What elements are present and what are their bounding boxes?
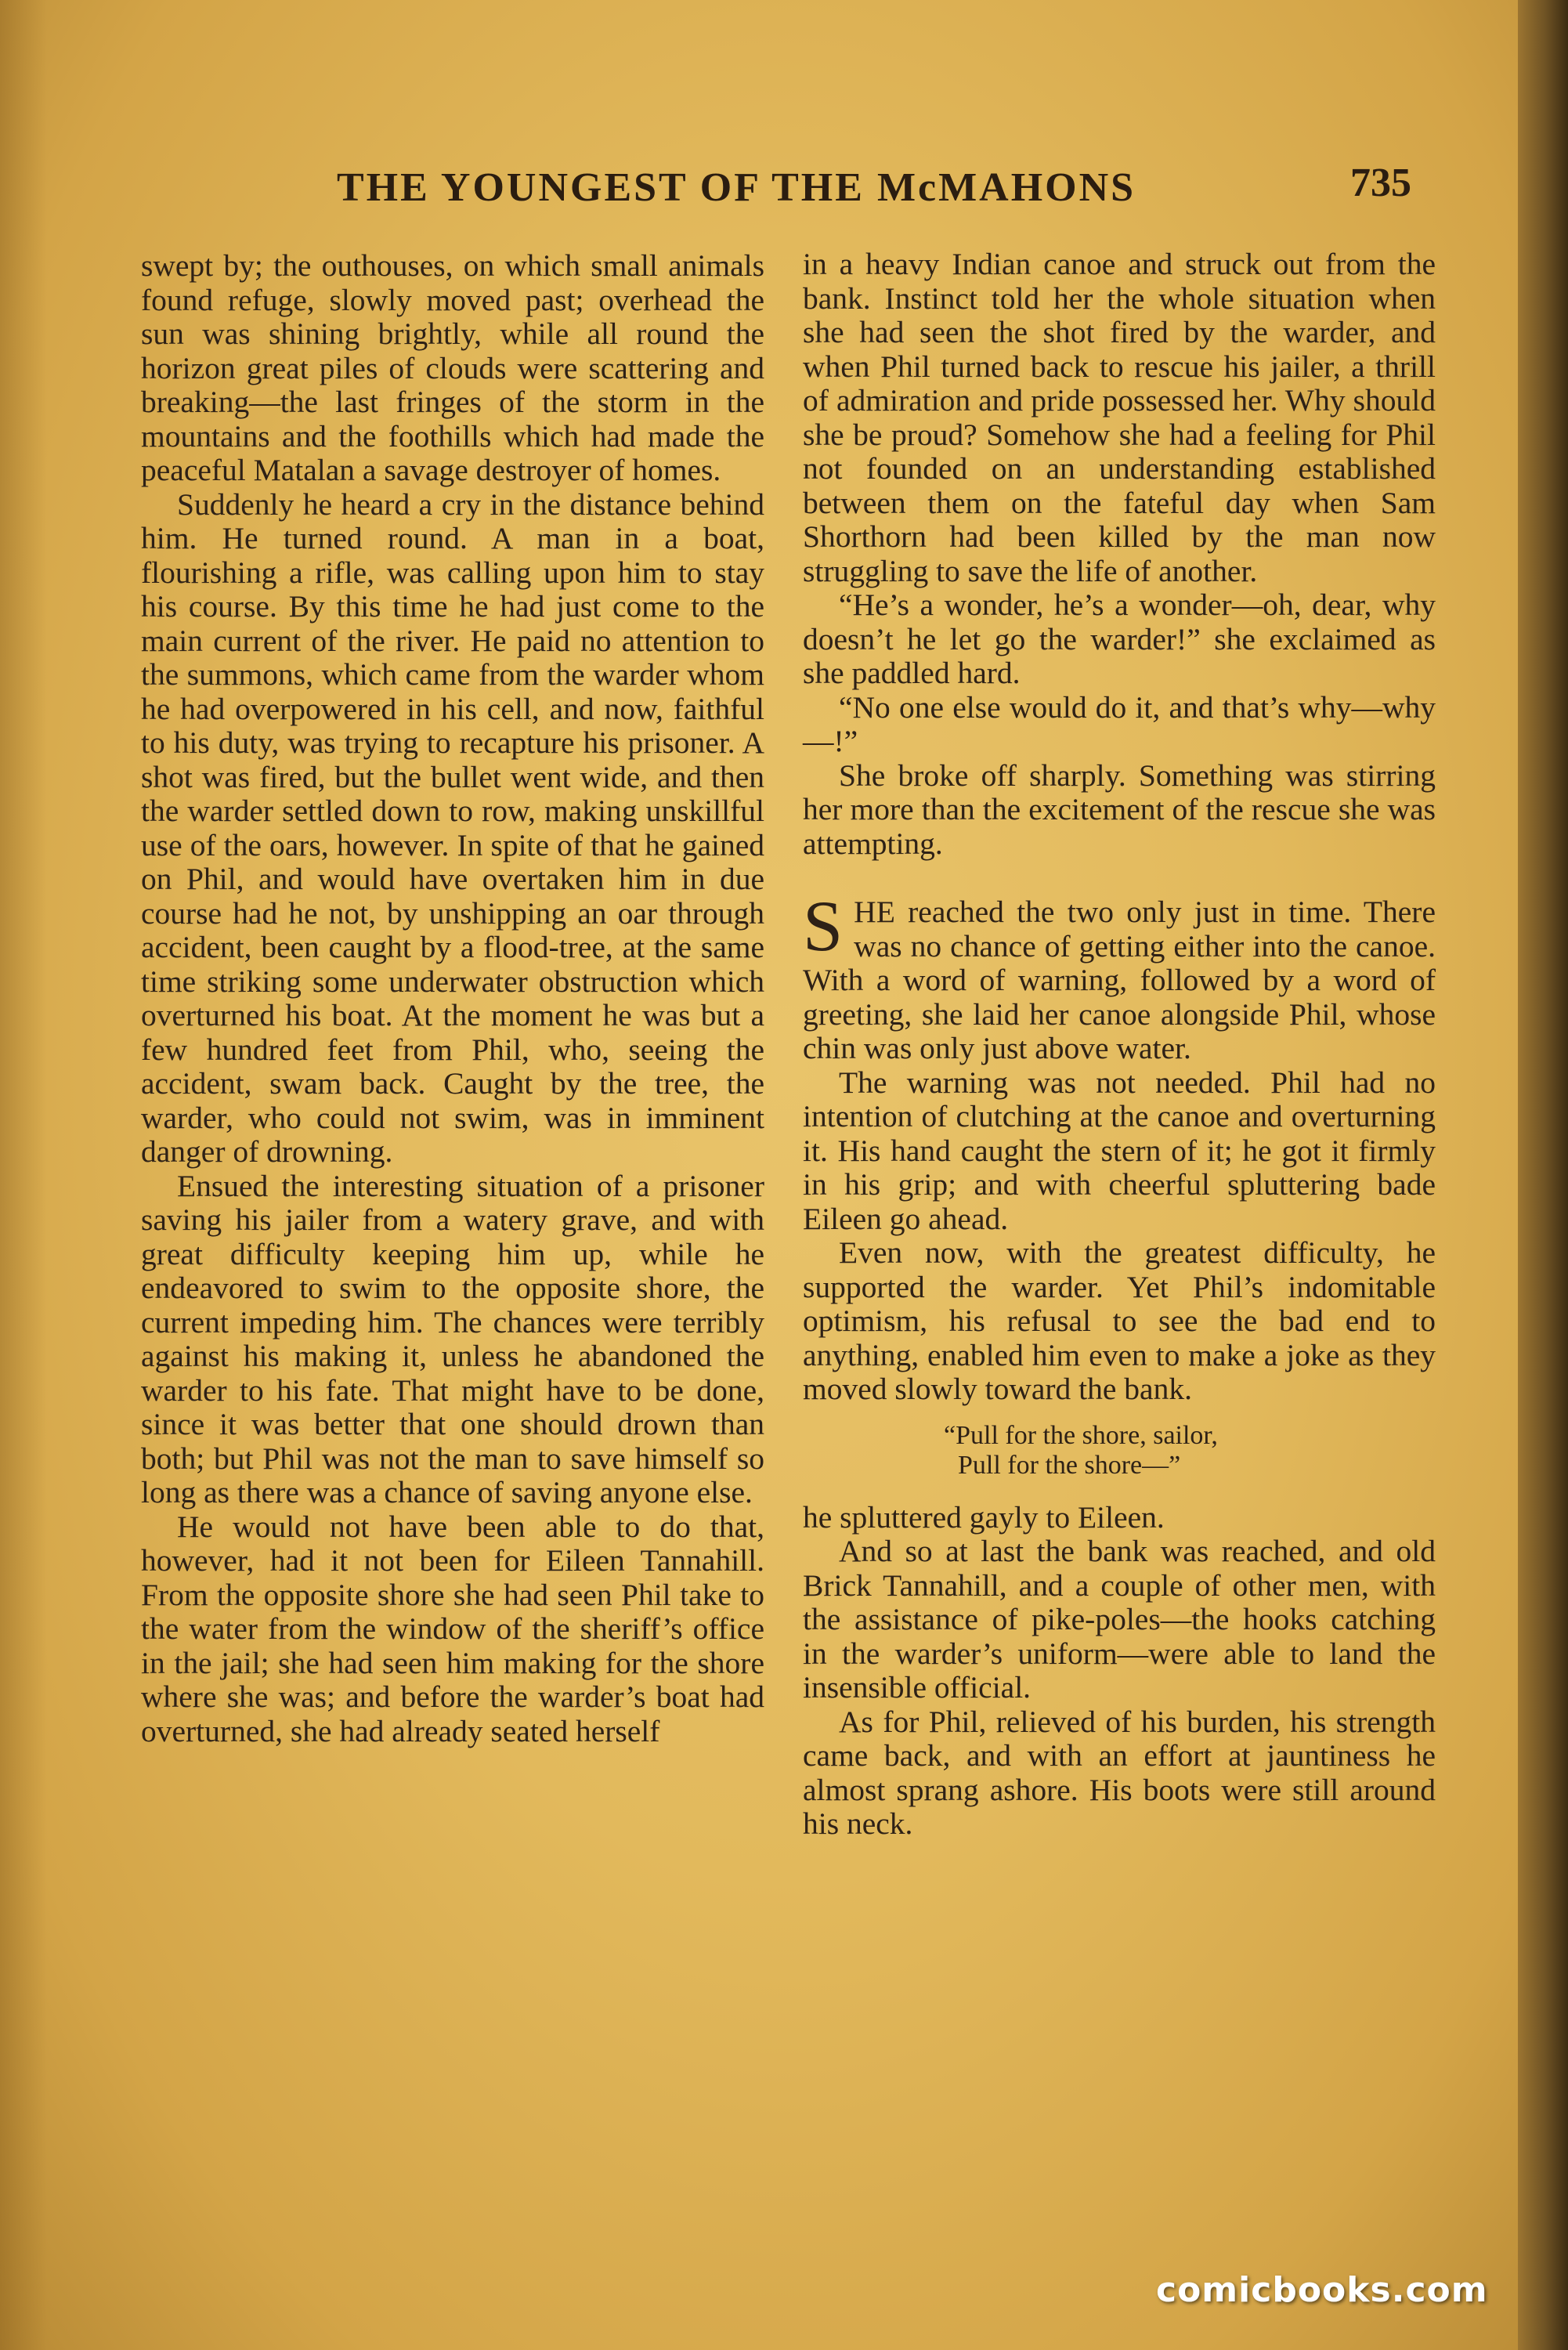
paragraph-text: reached the two only just in time. There was no chance of getting either into the canoe. With a word of warning, followed by a word of greeting, she laid her canoe alongside Phil, whose chin was only just above water. (803, 895, 1436, 1065)
paragraph: he spluttered gayly to Eileen. (803, 1499, 1165, 1535)
paragraph: Even now, with the greatest difficulty, he supported the warder. Yet Phil’s indomitable optimism, his refusal to see the bad end to anything, enabled him even to make a joke as they moved slowly toward the bank. (803, 1235, 1436, 1406)
running-title: THE YOUNGEST OF THE McMAHONS (337, 165, 1136, 210)
spine-shadow (0, 0, 47, 2350)
paragraph: And so at last the bank was reached, and old Brick Tannahill, and a couple of other men, with the assistance of pike-poles—the hooks catching in the warder’s uniform—were able to land the insensible official. (803, 1534, 1436, 1705)
paragraph: He would not have been able to do that, however, had it not been for Eileen Tannahill. From the opposite shore she had seen Phil take to the water from the window of the sheriff’s office in the jail; she had seen him making for the shore where she was; and before the warder’s boat had overturned, she had already seated herself (141, 1509, 764, 1748)
paragraph: in a heavy Indian canoe and struck out from the bank. Instinct told her the whole situation when she had seen the shot fired by the warder, and when Phil turned back to rescue his jailer, a thrill of admiration and pride possessed her. Why should she be proud? Somehow she had a feeling for Phil not founded on an understanding established between them on the fateful day when Sam Shorthorn had been killed by the man now struggling to save the life of another. (803, 247, 1436, 588)
paragraph: Suddenly he heard a cry in the distance behind him. He turned round. A man in a boat, flourishing a rifle, was calling upon him to stay his course. By this time he had just come to the main current of the river. He paid no attention to the summons, which came from the warder whom he had overpowered in his cell, and now, faithful to his duty, was trying to recapture his prisoner. A shot was fired, but the bullet went wide, and then the warder settled down to row, making unskillful use of the oars, however. In spite of that he gained on Phil, and would have overtaken him in due course had he not, by unshipping an oar through accident, been caught by a flood-tree, at the same time striking some underwater obstruction which overturned his boat. At the moment he was but a few hundred feet from Phil, who, seeing the accident, swam back. Caught by the tree, the warder, who could not swim, was in imminent danger of drowning. (141, 486, 764, 1169)
watermark: comicbooks.com (1156, 2270, 1488, 2310)
song-line: “Pull for the shore, sailor, (944, 1420, 1218, 1450)
page-edge (1518, 0, 1568, 2350)
paragraph: The warning was not needed. Phil had no intention of clutching at the canoe and overturning it. His hand caught the stern of it; he got it firmly in his grip; and with cheerful spluttering bade Eileen go ahead. (803, 1065, 1436, 1236)
paragraph: swept by; the outhouses, on which small animals found refuge, slowly moved past; overhead the sun was shining brightly, while all round the horizon great piles of clouds were scattering and breaking—the last fringes of the storm in the mountains and the foothills which had made the peaceful Matalan a savage destroyer of homes. (141, 248, 764, 487)
page-number: 735 (1350, 161, 1411, 205)
left-column (141, 249, 764, 1748)
section-break (803, 861, 1436, 895)
song-line: Pull for the shore—” (958, 1450, 1181, 1480)
paragraph: Ensued the interesting situation of a prisoner saving his jailer from a watery grave, and with great difficulty keeping him up, while he endeavored to swim to the opposite shore, the current impeding him. The chances were terribly against his making it, unless he abandoned the warder to his fate. That might have to be done, since it was better that one should drown than both; but Phil was not the man to save himself so long as there was a chance of saving anyone else. (141, 1168, 764, 1509)
right-column (803, 248, 1436, 1842)
section-opening-paragraph (803, 886, 1436, 1066)
paragraph: “No one else would do it, and that’s why—why—!” (803, 689, 1436, 758)
drop-cap: S (803, 886, 844, 966)
song-quote (944, 1421, 1436, 1480)
paragraph: “He’s a wonder, he’s a wonder—oh, dear, why doesn’t he let go the warder!” she exclaimed as she paddled hard. (803, 588, 1436, 690)
drop-cap-continuation: HE (854, 895, 895, 929)
paragraph: As for Phil, relieved of his burden, his strength came back, and with an effort at jauntiness he almost sprang ashore. His boots were still around his neck. (803, 1704, 1436, 1841)
paragraph: She broke off sharply. Something was stirring her more than the excitement of the rescue she was attempting. (803, 757, 1436, 861)
